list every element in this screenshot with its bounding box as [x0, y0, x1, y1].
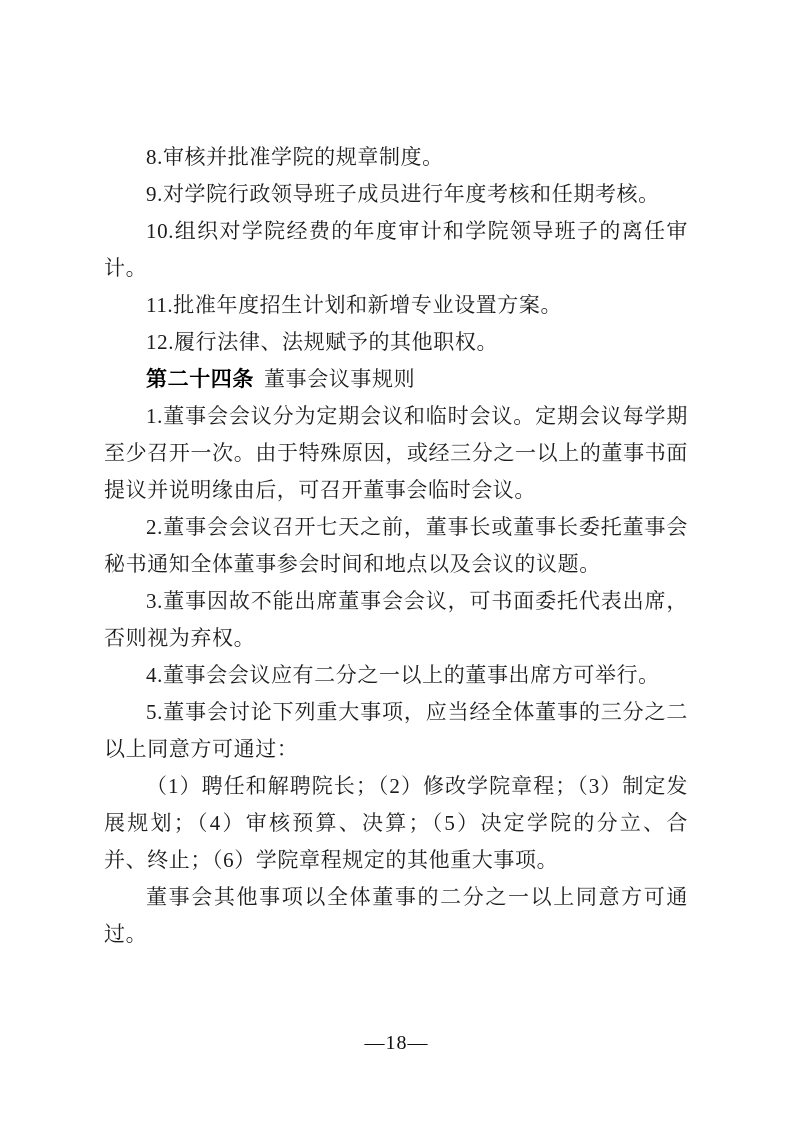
page-footer: [0, 1030, 793, 1056]
article-number: 第二十四条: [146, 367, 254, 391]
paragraph: [104, 324, 688, 361]
paragraph-text: 董事会议事规则: [264, 367, 416, 391]
paragraph-text: 2.董事会会议召开七天之前，董事长或董事长委托董事会秘书通知全体董事参会时间和地点以及会议的议题。: [104, 515, 688, 576]
paragraph-text: 5.董事会讨论下列重大事项，应当经全体董事的三分之二以上同意方可通过：: [104, 700, 688, 761]
paragraph-text: 8.审核并批准学院的规章制度。: [146, 145, 444, 169]
paragraph: [104, 583, 688, 657]
paragraph: [104, 879, 688, 953]
paragraph: [104, 768, 688, 879]
paragraph: [104, 139, 688, 176]
paragraph-text: 1.董事会会议分为定期会议和临时会议。定期会议每学期至少召开一次。由于特殊原因，或经三分之一以上的董事书面提议并说明缘由后，可召开董事会临时会议。: [104, 404, 688, 502]
paragraph: [104, 176, 688, 213]
page-number: —18—: [364, 1032, 429, 1054]
paragraph: [104, 213, 688, 287]
paragraph-text: 10.组织对学院经费的年度审计和学院领导班子的离任审计。: [104, 219, 688, 280]
paragraph: [104, 287, 688, 324]
paragraph-text: 12.履行法律、法规赋予的其他职权。: [146, 330, 499, 354]
paragraph-text: 董事会其他事项以全体董事的二分之一以上同意方可通过。: [104, 885, 688, 946]
paragraph: [104, 361, 688, 398]
paragraph: [104, 694, 688, 768]
document-body: [104, 139, 688, 953]
paragraph: [104, 657, 688, 694]
paragraph-text: 4.董事会会议应有二分之一以上的董事出席方可举行。: [146, 663, 660, 687]
paragraph-text: 9.对学院行政领导班子成员进行年度考核和任期考核。: [146, 182, 660, 206]
paragraph-text: 11.批准年度招生计划和新增专业设置方案。: [146, 293, 563, 317]
paragraph-text: （1）聘任和解聘院长；（2）修改学院章程；（3）制定发展规划；（4）审核预算、决算；（5）决定学院的分立、合并、终止；（6）学院章程规定的其他重大事项。: [104, 774, 688, 872]
paragraph-text: 3.董事因故不能出席董事会会议，可书面委托代表出席，否则视为弃权。: [104, 589, 688, 650]
paragraph: [104, 509, 688, 583]
paragraph: [104, 398, 688, 509]
